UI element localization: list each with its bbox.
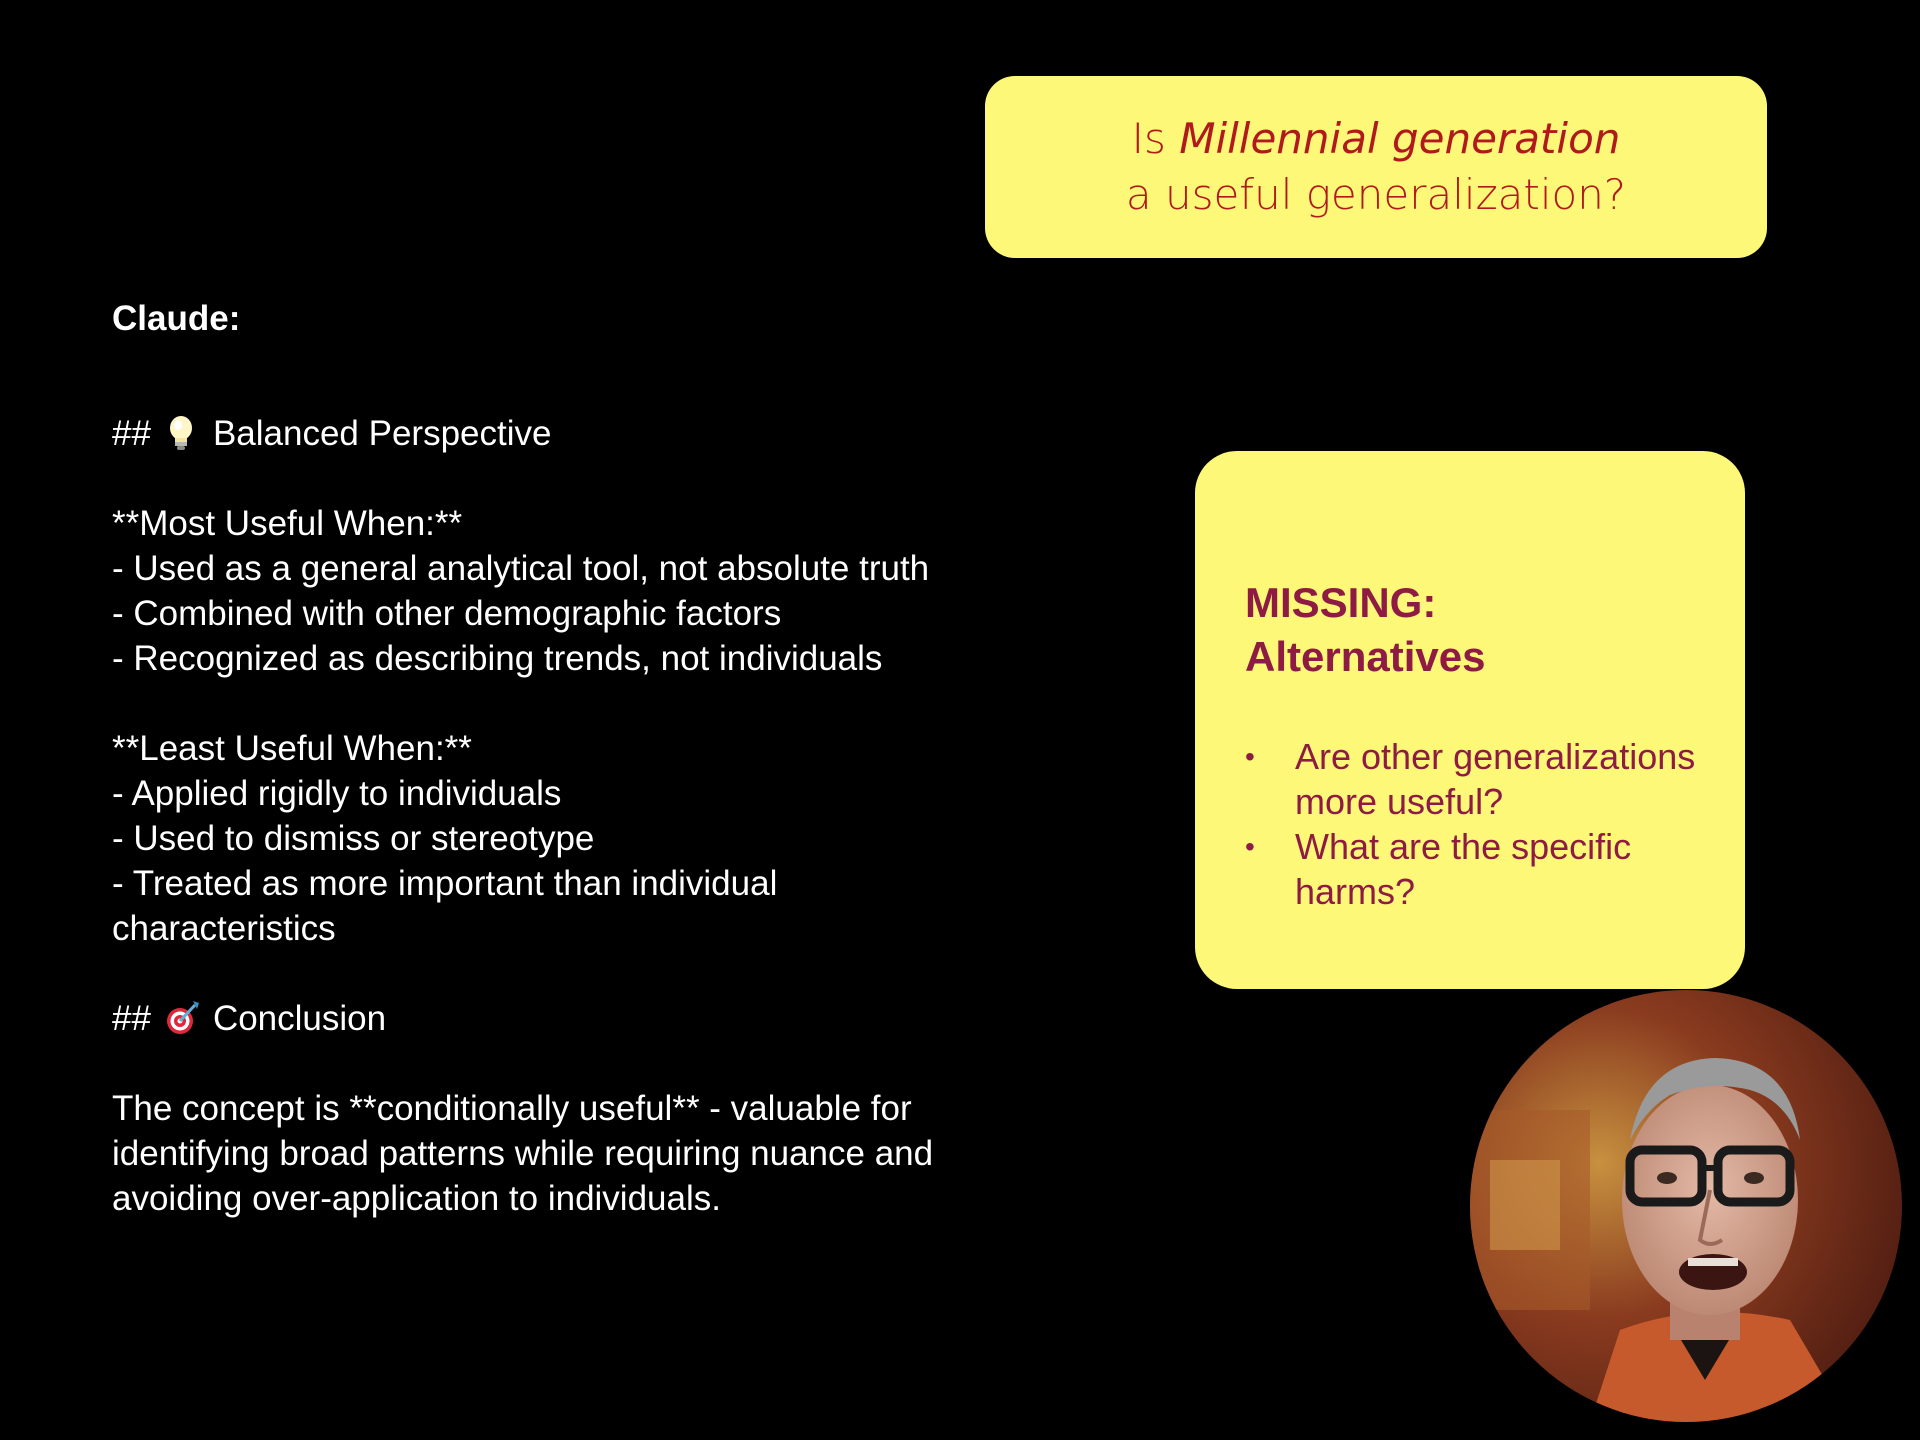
conclusion-line: identifying broad patterns while requiring nuance and [112,1134,934,1173]
section-heading-conclusion [112,996,1032,1041]
bullet-icon: • [1245,831,1255,862]
list-item: - Treated as more important than individual [112,864,778,903]
dart-target-icon [165,999,197,1039]
missing-title-line-2: Alternatives [1245,633,1486,680]
presenter-webcam [1470,990,1902,1422]
missing-alternatives-box [1195,451,1745,989]
question-emphasis: Millennial generation [1179,114,1621,163]
bullet-line: Are other generalizations [1295,736,1696,777]
list-item: - Applied rigidly to individuals [112,774,562,813]
section-heading-balanced [112,411,1032,456]
lightbulb-icon [165,414,197,454]
bullet-line: harms? [1295,871,1416,912]
bullet-line: What are the specific [1295,826,1632,867]
list-item: - Used as a general analytical tool, not absolute truth [112,549,930,588]
bullet-line: more useful? [1295,781,1504,822]
list-item: - Combined with other demographic factors [112,594,782,633]
question-prefix: Is [1131,114,1180,163]
missing-title-line-1: MISSING: [1245,579,1437,626]
missing-bullet-list [1245,734,1717,914]
question-box [985,76,1767,258]
least-useful-heading: **Least Useful When:** [112,729,472,768]
list-item: - Recognized as describing trends, not individuals [112,639,883,678]
list-item: characteristics [112,909,336,948]
most-useful-heading: **Most Useful When:** [112,504,463,543]
list-item: - Used to dismiss or stereotype [112,819,595,858]
heading-hashes: ## [112,414,151,453]
heading-title: Conclusion [212,999,387,1038]
conclusion-line: The concept is **conditionally useful** - valuable for [112,1089,912,1128]
presenter-video-frame [1470,990,1902,1422]
heading-title: Balanced Perspective [212,414,552,453]
response-text [112,296,1032,1221]
missing-title [1245,576,1717,684]
conclusion-line: avoiding over-application to individuals. [112,1179,721,1218]
list-item [1245,734,1717,824]
heading-hashes: ## [112,999,151,1038]
question-line-2: a useful generalization? [1125,170,1627,219]
question-line-1 [1132,111,1621,167]
speaker-label: Claude: [112,299,241,338]
list-item [1245,824,1717,914]
bullet-icon: • [1245,741,1255,772]
